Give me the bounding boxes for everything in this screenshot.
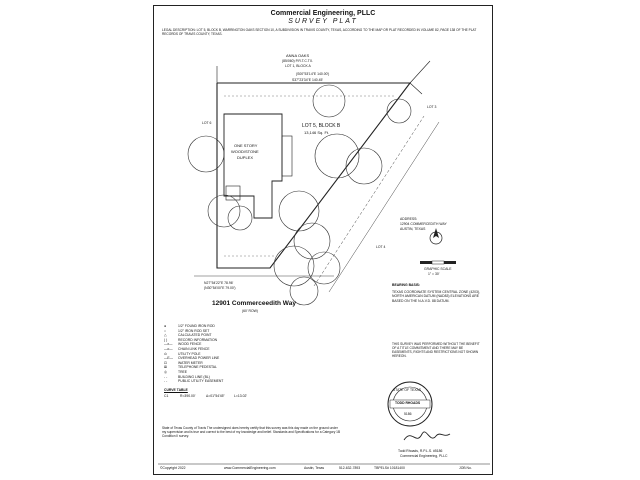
lot-area: 13,146 Sq. Ft. bbox=[304, 130, 330, 135]
legend-label: WATER METER bbox=[178, 360, 203, 365]
adjoiner-record: (85/060) P.R.T.C.TX. bbox=[282, 59, 314, 63]
certification-text: State of Texas County of Travis The undersigned does hereby certify that this survey was this day made on the ground under my supervision and is true and correct to the best of my knowledge and belief. Standards and Specifications for a Category 1B Condition II survey. bbox=[162, 426, 341, 439]
legend-label: 1/2" FOUND IRON ROD bbox=[178, 324, 215, 328]
front-record: (N30°54'00"E 79.00') bbox=[204, 286, 236, 290]
legend-symbol: ⊡ bbox=[164, 360, 167, 365]
bearing-basis-text: TEXAS COORDINATE SYSTEM CENTRAL ZONE (4203), NORTH AMERICAN DATUM (NAD83) ELEVATIONS ARE BASED ON THE N.A.V.D. 88 DATUM. bbox=[392, 290, 480, 303]
legend-row bbox=[164, 342, 201, 346]
legend-symbol: - - bbox=[164, 374, 168, 379]
legend-row bbox=[164, 361, 203, 365]
footer-website[interactable]: www.CommercialEngineering.com bbox=[224, 466, 276, 470]
legend-label: CHAIN LINK FENCE bbox=[178, 347, 210, 351]
legend-symbol: ⊠ bbox=[164, 365, 167, 370]
street-name: 12901 Commerceedith Way bbox=[212, 300, 296, 307]
row-line bbox=[329, 122, 439, 292]
legend-label: 1/2" IRON ROD SET bbox=[178, 328, 210, 333]
legend-row bbox=[164, 379, 223, 383]
legend-row bbox=[164, 365, 217, 369]
footer-job: JOB No. bbox=[459, 466, 472, 470]
building-footprint bbox=[224, 114, 282, 218]
legend-label: RECORD INFORMATION bbox=[178, 337, 218, 342]
legend-row bbox=[164, 338, 217, 342]
legend-symbol: ● bbox=[164, 324, 167, 328]
scale-label: GRAPHIC SCALE bbox=[424, 267, 452, 271]
curve-row-id: C1 bbox=[164, 394, 169, 398]
lot-6-label: LOT 6 bbox=[202, 121, 212, 125]
survey-sheet bbox=[153, 5, 493, 475]
legend-row bbox=[164, 356, 219, 360]
porch bbox=[282, 136, 292, 176]
legend-label: WOOD FENCE bbox=[178, 342, 202, 347]
bearing-top-record: (S00°53'14"E 140.00') bbox=[296, 72, 330, 76]
legend-symbol: ◎ bbox=[164, 370, 167, 374]
legend-label: PUBLIC UTILITY EASEMENT bbox=[178, 379, 224, 384]
address-line-1: 12904 COMMERCEDITH WAY bbox=[400, 222, 447, 226]
seal-state: STATE OF TEXAS bbox=[393, 388, 422, 392]
building-line-1: ONE STORY bbox=[234, 143, 258, 148]
legal-description: LEGAL DESCRIPTION: LOT 5, BLOCK B, WARRINGTON OAKS SECTION 10, A SUBDIVISION IN TRAVIS COUNTY, TEXAS, ACCORDING TO THE MAP OR PLAT RECORDED IN VOLUME 82, PAGE 138 OF THE PLAT RECORDS OF TRAVIS COUNTY, TEXAS. bbox=[162, 28, 477, 37]
scale-value: 1" = 30' bbox=[428, 272, 440, 276]
legend-row bbox=[164, 333, 211, 337]
building-line-2: WOOD/STONE bbox=[231, 149, 259, 154]
legend-label: CALCULATED POINT bbox=[178, 333, 212, 338]
footer-copyright: ©Copyright 2022 bbox=[160, 466, 186, 470]
footer-city: Austin, Texas bbox=[304, 466, 325, 470]
lot-label: LOT 5, BLOCK B bbox=[302, 123, 341, 129]
plat-title: SURVEY PLAT bbox=[288, 18, 358, 25]
legend-label: BUILDING LINE (BL) bbox=[178, 374, 210, 379]
legend-label: UTILITY POLE bbox=[178, 351, 201, 356]
signature bbox=[404, 432, 450, 440]
legend-label: TELEPHONE PEDESTAL bbox=[178, 365, 217, 370]
bearing-top-measured: S37°23'34"E 140.45' bbox=[292, 78, 324, 82]
legend-row bbox=[164, 370, 187, 374]
seal-number: 5186 bbox=[404, 412, 412, 416]
legend-symbol: ⊙ bbox=[164, 351, 167, 356]
seal-name: TODD RHOADS bbox=[395, 401, 421, 405]
legend-row bbox=[164, 375, 210, 379]
curve-table-title: CURVE TABLE bbox=[164, 388, 188, 392]
bearing-basis-title: BEARING BASIS: bbox=[392, 283, 421, 287]
curve-row-radius: R=390.00' bbox=[180, 394, 196, 398]
legend-symbol: —x— bbox=[164, 342, 173, 347]
adjoiner-name: ANNA OAKS bbox=[286, 53, 310, 58]
curve-row-delta: Δ=01°54'45" bbox=[206, 394, 225, 398]
address-label: ADDRESS: bbox=[400, 217, 418, 221]
legend-symbol: ○ bbox=[164, 328, 167, 333]
legend-row bbox=[164, 324, 215, 328]
front-bearing: N27°54'22"E 78.96' bbox=[204, 281, 234, 285]
graphic-scale bbox=[420, 261, 456, 264]
building-line-3: DUPLEX bbox=[237, 155, 254, 160]
firm-name: Commercial Engineering, PLLC bbox=[270, 10, 376, 17]
trees bbox=[188, 85, 411, 305]
legend-symbol: ( ) bbox=[164, 337, 168, 342]
signature-name: Todd Rhoads, R.P.L.S. #5186 bbox=[398, 449, 443, 453]
footer-firm-number: TBPELS# 10181400 bbox=[374, 466, 405, 470]
legend-symbol: - - bbox=[164, 379, 168, 384]
legend-symbol: —E— bbox=[164, 356, 174, 361]
curve-row-length: L=13.02' bbox=[234, 394, 247, 398]
legend-row bbox=[164, 347, 209, 351]
legend-symbol: —o— bbox=[164, 347, 173, 351]
street-row: (60' ROW) bbox=[242, 309, 258, 313]
footer-phone: 512-632-7893 bbox=[339, 466, 361, 470]
row-line bbox=[314, 116, 424, 286]
survey-notes: THIS SURVEY WAS PERFORMED WITHOUT THE BENEFIT OF A TITLE COMMITMENT AND THERE MAY BE EASEMENTS, RIGHTS AND RESTRICTIONS NOT SHOWN HEREON. bbox=[392, 342, 480, 359]
lot-boundary bbox=[217, 83, 410, 268]
address-line-2: AUSTIN, TEXAS bbox=[400, 227, 426, 231]
legend-row bbox=[164, 329, 209, 333]
signature-firm: Commercial Engineering, PLLC bbox=[400, 454, 448, 458]
plat-drawing bbox=[154, 6, 494, 476]
legend-row bbox=[164, 352, 201, 356]
legend-label: OVERHEAD POWER LINE bbox=[178, 356, 220, 361]
lot-4-label: LOT 4 bbox=[376, 245, 386, 249]
legend-label: TREE bbox=[178, 370, 188, 374]
extension-line bbox=[410, 61, 430, 83]
north-arrow bbox=[430, 228, 442, 244]
legend-symbol: △ bbox=[164, 333, 167, 338]
adjoiner-lot: LOT 1, BLOCK A bbox=[285, 64, 311, 68]
lot-3-label: LOT 3 bbox=[427, 105, 437, 109]
extension-line bbox=[410, 83, 422, 94]
